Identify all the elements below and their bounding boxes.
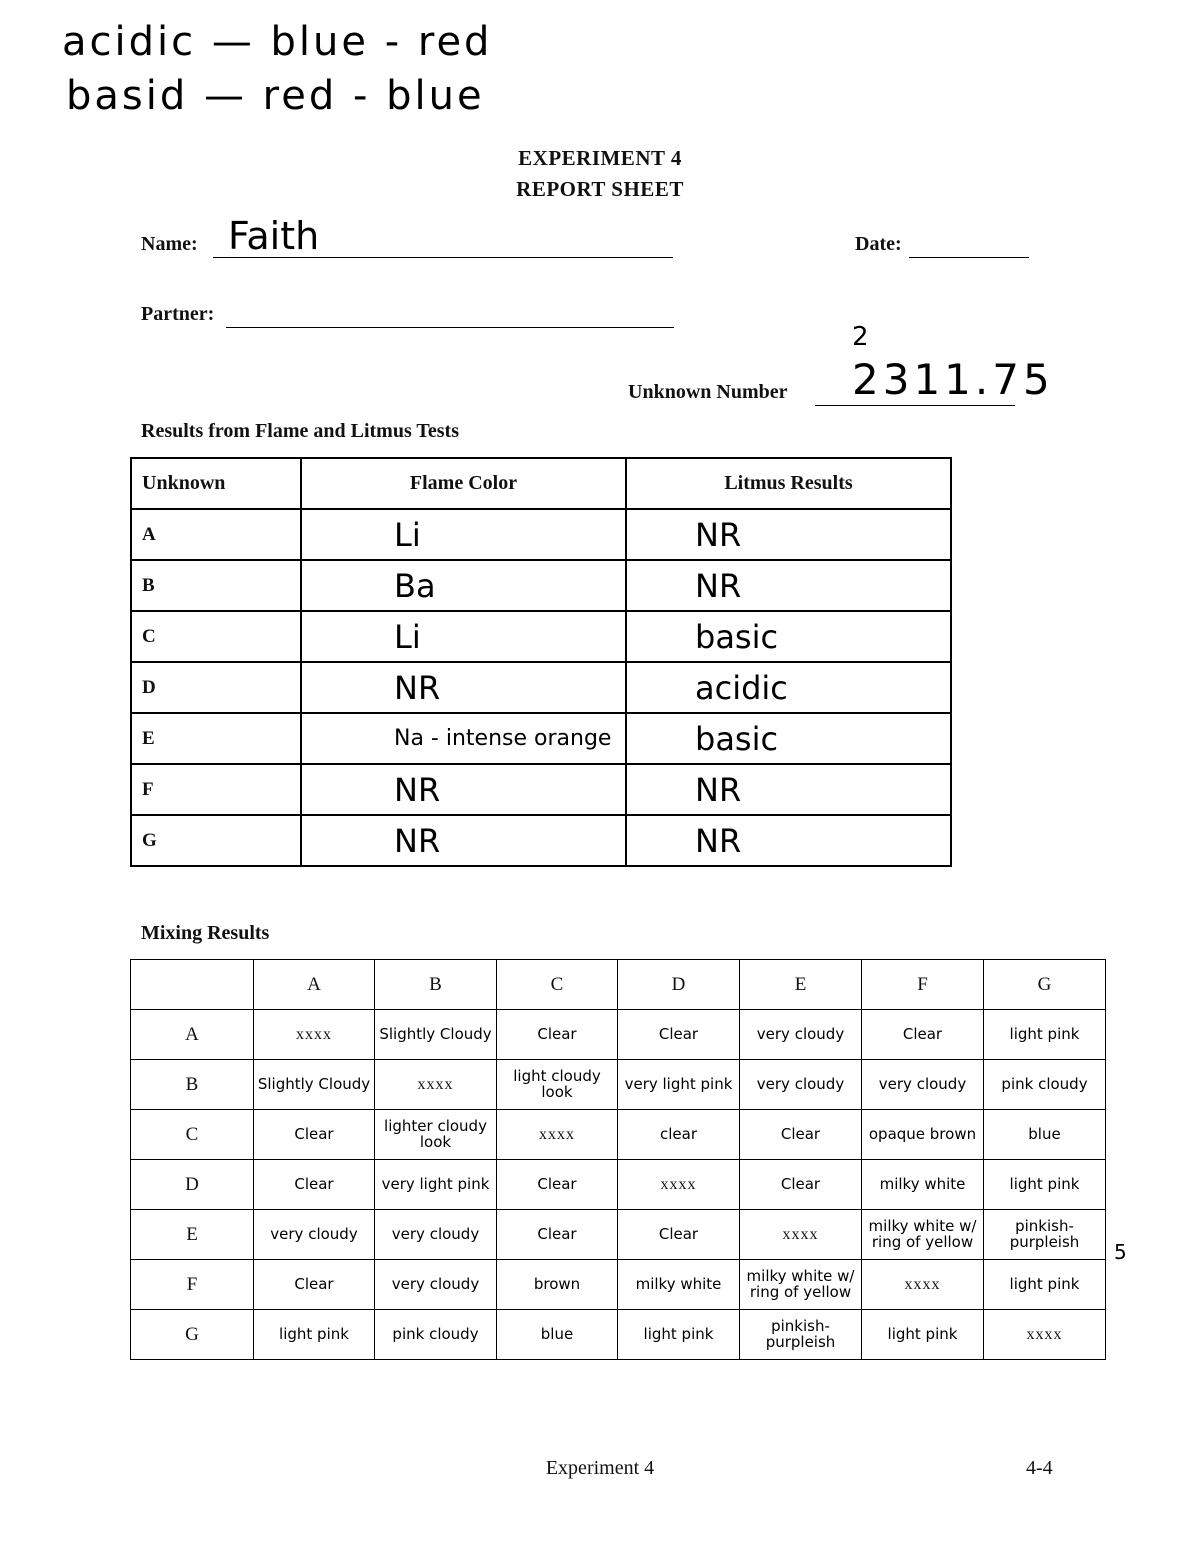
column-header-litmus: Litmus Results <box>626 458 951 509</box>
mixing-result-cell: light pink <box>862 1310 984 1360</box>
litmus-result-cell: basic <box>626 713 951 764</box>
unknown-cell: D <box>131 662 301 713</box>
column-header-unknown: Unknown <box>131 458 301 509</box>
mixing-result-cell: very cloudy <box>254 1210 375 1260</box>
mixing-result-cell: pink cloudy <box>984 1060 1106 1110</box>
column-header: C <box>497 960 618 1010</box>
mixing-result-cell: pink cloudy <box>375 1310 497 1360</box>
date-label: Date: <box>855 233 902 255</box>
note-line-basic: basid — red - blue <box>66 73 485 119</box>
table-row <box>131 560 951 611</box>
row-header: A <box>131 1010 254 1060</box>
mixing-result-cell: xxxx <box>862 1260 984 1310</box>
flame-color-cell: NR <box>301 815 626 866</box>
unknown-cell: E <box>131 713 301 764</box>
mixing-result-cell: milky white w/ ring of yellow <box>862 1210 984 1260</box>
mixing-result-cell: xxxx <box>497 1110 618 1160</box>
unknown-number-label: Unknown Number <box>628 381 788 403</box>
mixing-result-cell: pinkish-purpleish <box>740 1310 862 1360</box>
table-row <box>131 1210 1106 1260</box>
mixing-result-cell: Clear <box>497 1010 618 1060</box>
column-header: F <box>862 960 984 1010</box>
page-subtitle: REPORT SHEET <box>516 177 684 201</box>
partner-line <box>226 327 674 328</box>
mixing-result-cell: pinkish-purpleish <box>984 1210 1106 1260</box>
table-row <box>131 509 951 560</box>
mixing-table <box>130 959 1106 1360</box>
unknown-cell: C <box>131 611 301 662</box>
unknown-superscript: 2 <box>852 322 869 352</box>
column-header: E <box>740 960 862 1010</box>
mixing-result-cell: very cloudy <box>375 1210 497 1260</box>
table-row <box>131 1060 1106 1110</box>
table-row <box>131 1160 1106 1210</box>
litmus-result-cell: NR <box>626 560 951 611</box>
mixing-result-cell: milky white w/ ring of yellow <box>740 1260 862 1310</box>
mixing-title: Mixing Results <box>141 922 270 944</box>
mixing-result-cell: milky white <box>618 1260 740 1310</box>
mixing-result-cell: xxxx <box>254 1010 375 1060</box>
page-number: 4-4 <box>1026 1457 1053 1479</box>
table-row <box>131 713 951 764</box>
mixing-result-cell: xxxx <box>740 1210 862 1260</box>
table-row <box>131 815 951 866</box>
mixing-result-cell: Clear <box>254 1110 375 1160</box>
litmus-result-cell: NR <box>626 509 951 560</box>
margin-mark: 5 <box>1114 1240 1127 1264</box>
table-row <box>131 662 951 713</box>
row-header: E <box>131 1210 254 1260</box>
mixing-result-cell: lighter cloudy look <box>375 1110 497 1160</box>
flame-color-cell: Ba <box>301 560 626 611</box>
mixing-result-cell: blue <box>984 1110 1106 1160</box>
row-header: C <box>131 1110 254 1160</box>
litmus-result-cell: acidic <box>626 662 951 713</box>
table-row <box>131 1260 1106 1310</box>
mixing-result-cell: light pink <box>254 1310 375 1360</box>
mixing-result-cell: Slightly Cloudy <box>254 1060 375 1110</box>
mixing-result-cell: very light pink <box>375 1160 497 1210</box>
mixing-result-cell: Clear <box>740 1160 862 1210</box>
mixing-result-cell: light pink <box>984 1260 1106 1310</box>
unknown-number-value: 2311.75 <box>852 355 1054 404</box>
column-header: B <box>375 960 497 1010</box>
mixing-result-cell: very cloudy <box>740 1010 862 1060</box>
mixing-result-cell: clear <box>618 1110 740 1160</box>
mixing-result-cell: light pink <box>984 1160 1106 1210</box>
unknown-cell: A <box>131 509 301 560</box>
flame-litmus-table <box>130 457 952 867</box>
mixing-result-cell: Clear <box>497 1160 618 1210</box>
mixing-result-cell: very cloudy <box>375 1260 497 1310</box>
mixing-result-cell: Clear <box>497 1210 618 1260</box>
column-header: A <box>254 960 375 1010</box>
row-header: F <box>131 1260 254 1310</box>
table-row <box>131 1110 1106 1160</box>
column-header: D <box>618 960 740 1010</box>
unknown-cell: G <box>131 815 301 866</box>
name-value: Faith <box>228 214 320 258</box>
flame-color-cell: Li <box>301 509 626 560</box>
flame-color-cell: Li <box>301 611 626 662</box>
column-header: G <box>984 960 1106 1010</box>
page-title: EXPERIMENT 4 <box>518 146 682 170</box>
mixing-result-cell: brown <box>497 1260 618 1310</box>
row-header: D <box>131 1160 254 1210</box>
unknown-cell: F <box>131 764 301 815</box>
flame-color-cell: NR <box>301 764 626 815</box>
table-header-row <box>131 960 1106 1010</box>
date-line <box>909 257 1029 258</box>
table-row <box>131 1010 1106 1060</box>
flame-color-cell: Na - intense orange <box>301 713 626 764</box>
mixing-result-cell: Clear <box>618 1210 740 1260</box>
corner-cell <box>131 960 254 1010</box>
mixing-result-cell: milky white <box>862 1160 984 1210</box>
litmus-result-cell: basic <box>626 611 951 662</box>
table-header-row <box>131 458 951 509</box>
flame-color-cell: NR <box>301 662 626 713</box>
mixing-result-cell: xxxx <box>375 1060 497 1110</box>
mixing-result-cell: Clear <box>254 1160 375 1210</box>
mixing-result-cell: xxxx <box>984 1310 1106 1360</box>
row-header: G <box>131 1310 254 1360</box>
mixing-result-cell: blue <box>497 1310 618 1360</box>
litmus-result-cell: NR <box>626 815 951 866</box>
partner-label: Partner: <box>141 303 215 325</box>
mixing-result-cell: xxxx <box>618 1160 740 1210</box>
mixing-result-cell: very cloudy <box>740 1060 862 1110</box>
table-row <box>131 611 951 662</box>
litmus-result-cell: NR <box>626 764 951 815</box>
mixing-result-cell: light pink <box>984 1010 1106 1060</box>
footer-label: Experiment 4 <box>545 1457 655 1479</box>
column-header-flame: Flame Color <box>301 458 626 509</box>
mixing-result-cell: light pink <box>618 1310 740 1360</box>
flame-litmus-title: Results from Flame and Litmus Tests <box>141 420 459 442</box>
note-line-acidic: acidic — blue - red <box>62 19 493 65</box>
unknown-cell: B <box>131 560 301 611</box>
mixing-result-cell: Clear <box>618 1010 740 1060</box>
mixing-result-cell: opaque brown <box>862 1110 984 1160</box>
name-label: Name: <box>141 233 198 255</box>
table-row <box>131 764 951 815</box>
mixing-result-cell: Clear <box>862 1010 984 1060</box>
mixing-result-cell: Clear <box>254 1260 375 1310</box>
mixing-result-cell: very light pink <box>618 1060 740 1110</box>
unknown-number-line <box>815 405 1015 406</box>
mixing-result-cell: very cloudy <box>862 1060 984 1110</box>
row-header: B <box>131 1060 254 1110</box>
mixing-result-cell: light cloudy look <box>497 1060 618 1110</box>
mixing-result-cell: Slightly Cloudy <box>375 1010 497 1060</box>
table-row <box>131 1310 1106 1360</box>
mixing-result-cell: Clear <box>740 1110 862 1160</box>
